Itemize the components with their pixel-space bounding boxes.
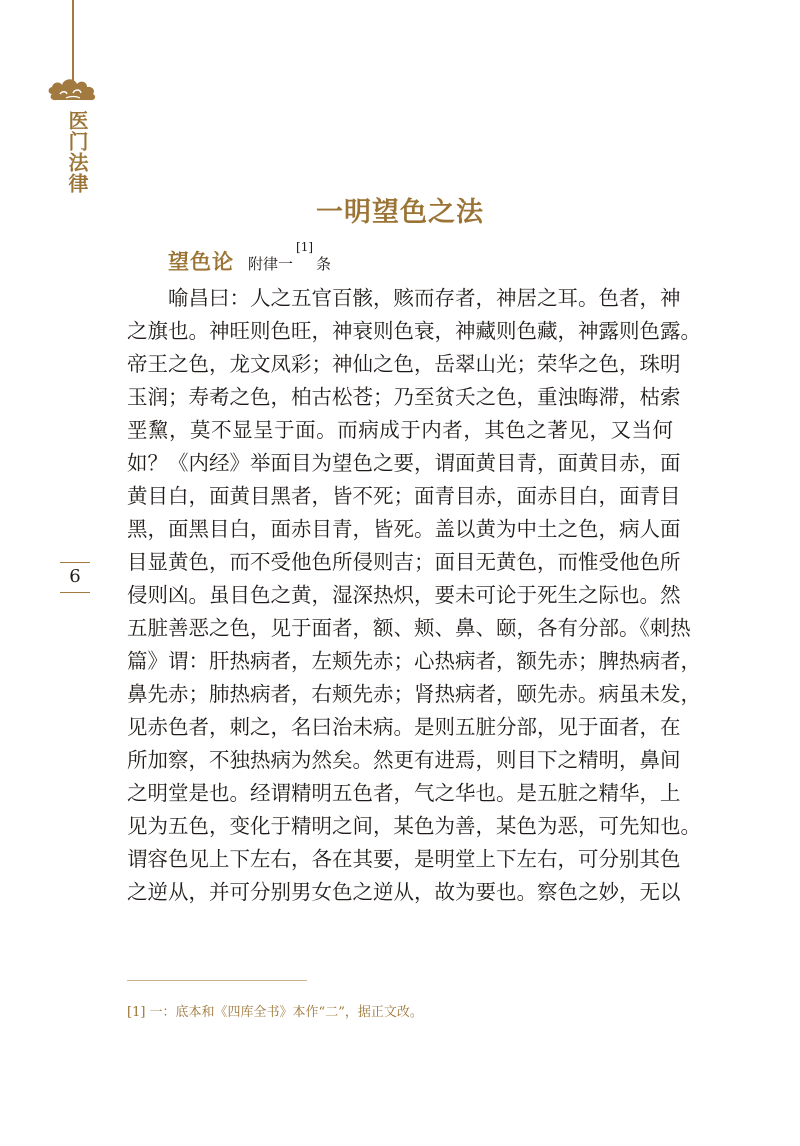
text-line: 之旗也。神旺则色旺，神衰则色衰，神藏则色藏，神露则色露。 [127,319,701,343]
text-line: 目显黄色，而不受他色所侵则吉；面目无黄色，而惟受他色所 [127,550,681,574]
footnote: [1] 一：底本和《四库全书》本作“二”，据正文改。 [127,1005,423,1020]
page-number: 6 [69,566,81,587]
text-line: 如？《内经》举面目为望色之要，谓面黄目青，面黄目赤，面 [127,451,681,475]
section-subtitle-prefix: 附律一 [248,255,294,273]
page-number-block [60,562,90,592]
text-line: 玉润；寿耇之色，柏古松苍；乃至贫夭之色，重浊晦滞，枯索 [127,385,681,409]
text-line: 黑，面黑目白，面赤目青，皆死。盖以黄为中土之色，病人面 [127,517,681,541]
text-line: 喻昌曰：人之五官百骸，赅而存者，神居之耳。色者，神 [127,286,681,310]
text-line: 五脏善恶之色，见于面者，额、颊、鼻、颐，各有分部。《刺热 [127,616,691,640]
text-line: 黄目白，面黄目黑者，皆不死；面青目赤，面赤目白，面青目 [127,484,681,508]
text-line: 鼻先赤；肺热病者，右颊先赤；肾热病者，颐先赤。病虽未发， [127,682,701,706]
section-subtitle-suffix: 条 [316,255,332,273]
text-line: 垩黧，莫不显呈于面。而病成于内者，其色之著见，又当何 [127,418,673,442]
page-number-bottom-rule [60,592,90,593]
section-subtitle [248,240,332,273]
chapter-title: 一明望色之法 [316,197,484,228]
running-title: 医门法律 [65,110,89,194]
text-line: 之逆从，并可分别男女色之逆从，故为要也。察色之妙，无以 [127,880,681,904]
text-line: 见赤色者，刺之，名曰治未病。是则五脏分部，见于面者，在 [127,715,681,739]
text-line: 帝王之色，龙文凤彩；神仙之色，岳翠山光；荣华之色，珠明 [127,352,681,376]
footnote-marker[interactable]: [1] [296,240,314,254]
text-line: 谓容色见上下左右，各在其要，是明堂上下左右，可分别其色 [127,847,681,871]
text-line: 之明堂是也。经谓精明五色者，气之华也。是五脏之精华，上 [127,781,681,805]
cloud-ornament-icon [46,74,100,104]
text-line: 侵则凶。虽目色之黄，湿深热炽，要未可论于死生之际也。然 [127,583,681,607]
text-line: 篇》谓：肝热病者，左颊先赤；心热病者，额先赤；脾热病者， [127,649,701,673]
body-paragraph [127,282,701,909]
page-number-top-rule [60,562,90,563]
hanging-cord-decoration [72,0,74,84]
text-line: 见为五色，变化于精明之间，某色为善，某色为恶，可先知也。 [127,814,701,838]
text-line: 所加察，不独热病为然矣。然更有进焉，则目下之精明，鼻间 [127,748,681,772]
footnote-divider [127,980,307,981]
section-title: 望色论 [168,250,234,274]
section-heading [168,240,332,276]
